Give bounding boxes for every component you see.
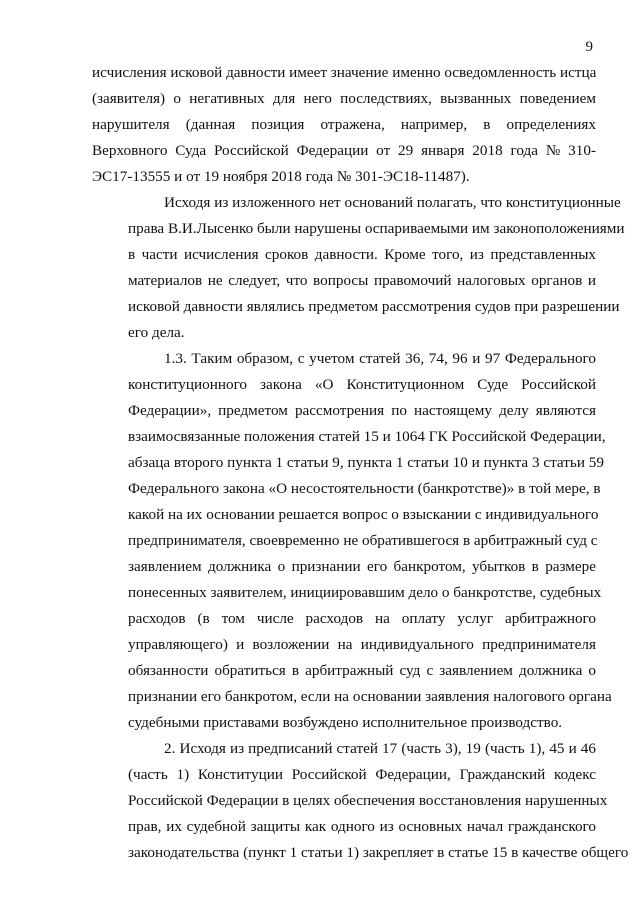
paragraph-constitution-provisions: 2. Исходя из предписаний статей 17 (часть 3), 19 (часть 1), 45 и 46 (часть 1) Конституции Российской Федерации, Гражданский кодекс Российской Федерации в целях обеспечения восстановления нарушенных прав, их судебной защиты как одного из основных начал гражданского законодательства (пункт 1 статьи 1) закрепляет в статье 15 в качестве общего xyxy=(128,740,629,861)
paragraph-limitation-awareness: исчисления исковой давности имеет значение именно осведомленность истца (заявителя) о негативных для него последствиях, вызванных поведением нарушителя (данная позиция отражена, например, в определениях Верховного Суда Российской Федерации от 29 января 2018 года № 310- ЭС17-13555 и от 19 ноября 2018 года № 301-ЭС18-11487). xyxy=(92,64,597,185)
document-body xyxy=(92,60,629,866)
paragraph-subject-of-review: 1.3. Таким образом, с учетом статей 36, 74, 96 и 97 Федерального конституционного закона «О Конституционном Суде Российской Федерации», предметом рассмотрения по настоящему делу являются взаимосвязанные положения статей 15 и 1064 ГК Российской Федерации, абзаца второго пункта 1 статьи 9, пункта 1 статьи 10 и пункта 3 статьи 59 Федерального закона «О несостоятельности (банкротстве)» в той мере, в какой на их основании решается вопрос о взыскании с индивидуального предпринимателя, своевременно не обратившегося в арбитражный суд с заявлением должника о признании его банкротом, убытков в размере понесенных заявителем, инициировавшим дело о банкротстве, судебных расходов (в том числе расходов на оплату услуг арбитражного управляющего) и возложении на индивидуального предпринимателя обязанности обратиться в арбитражный суд с заявлением должника о признании его банкротом, если на основании заявления налогового органа судебными приставами возбуждено исполнительное производство. xyxy=(128,350,612,731)
paragraph-no-violation: Исходя из изложенного нет оснований полагать, что конституционные права В.И.Лысенко были нарушены оспариваемыми им законоположениями в части исчисления сроков давности. Кроме того, из представленных материалов не следует, что вопросы правомочий налоговых органов и исковой давности являлись предметом рассмотрения судов при разрешении его дела. xyxy=(128,194,625,341)
page-number: 9 xyxy=(585,39,593,55)
